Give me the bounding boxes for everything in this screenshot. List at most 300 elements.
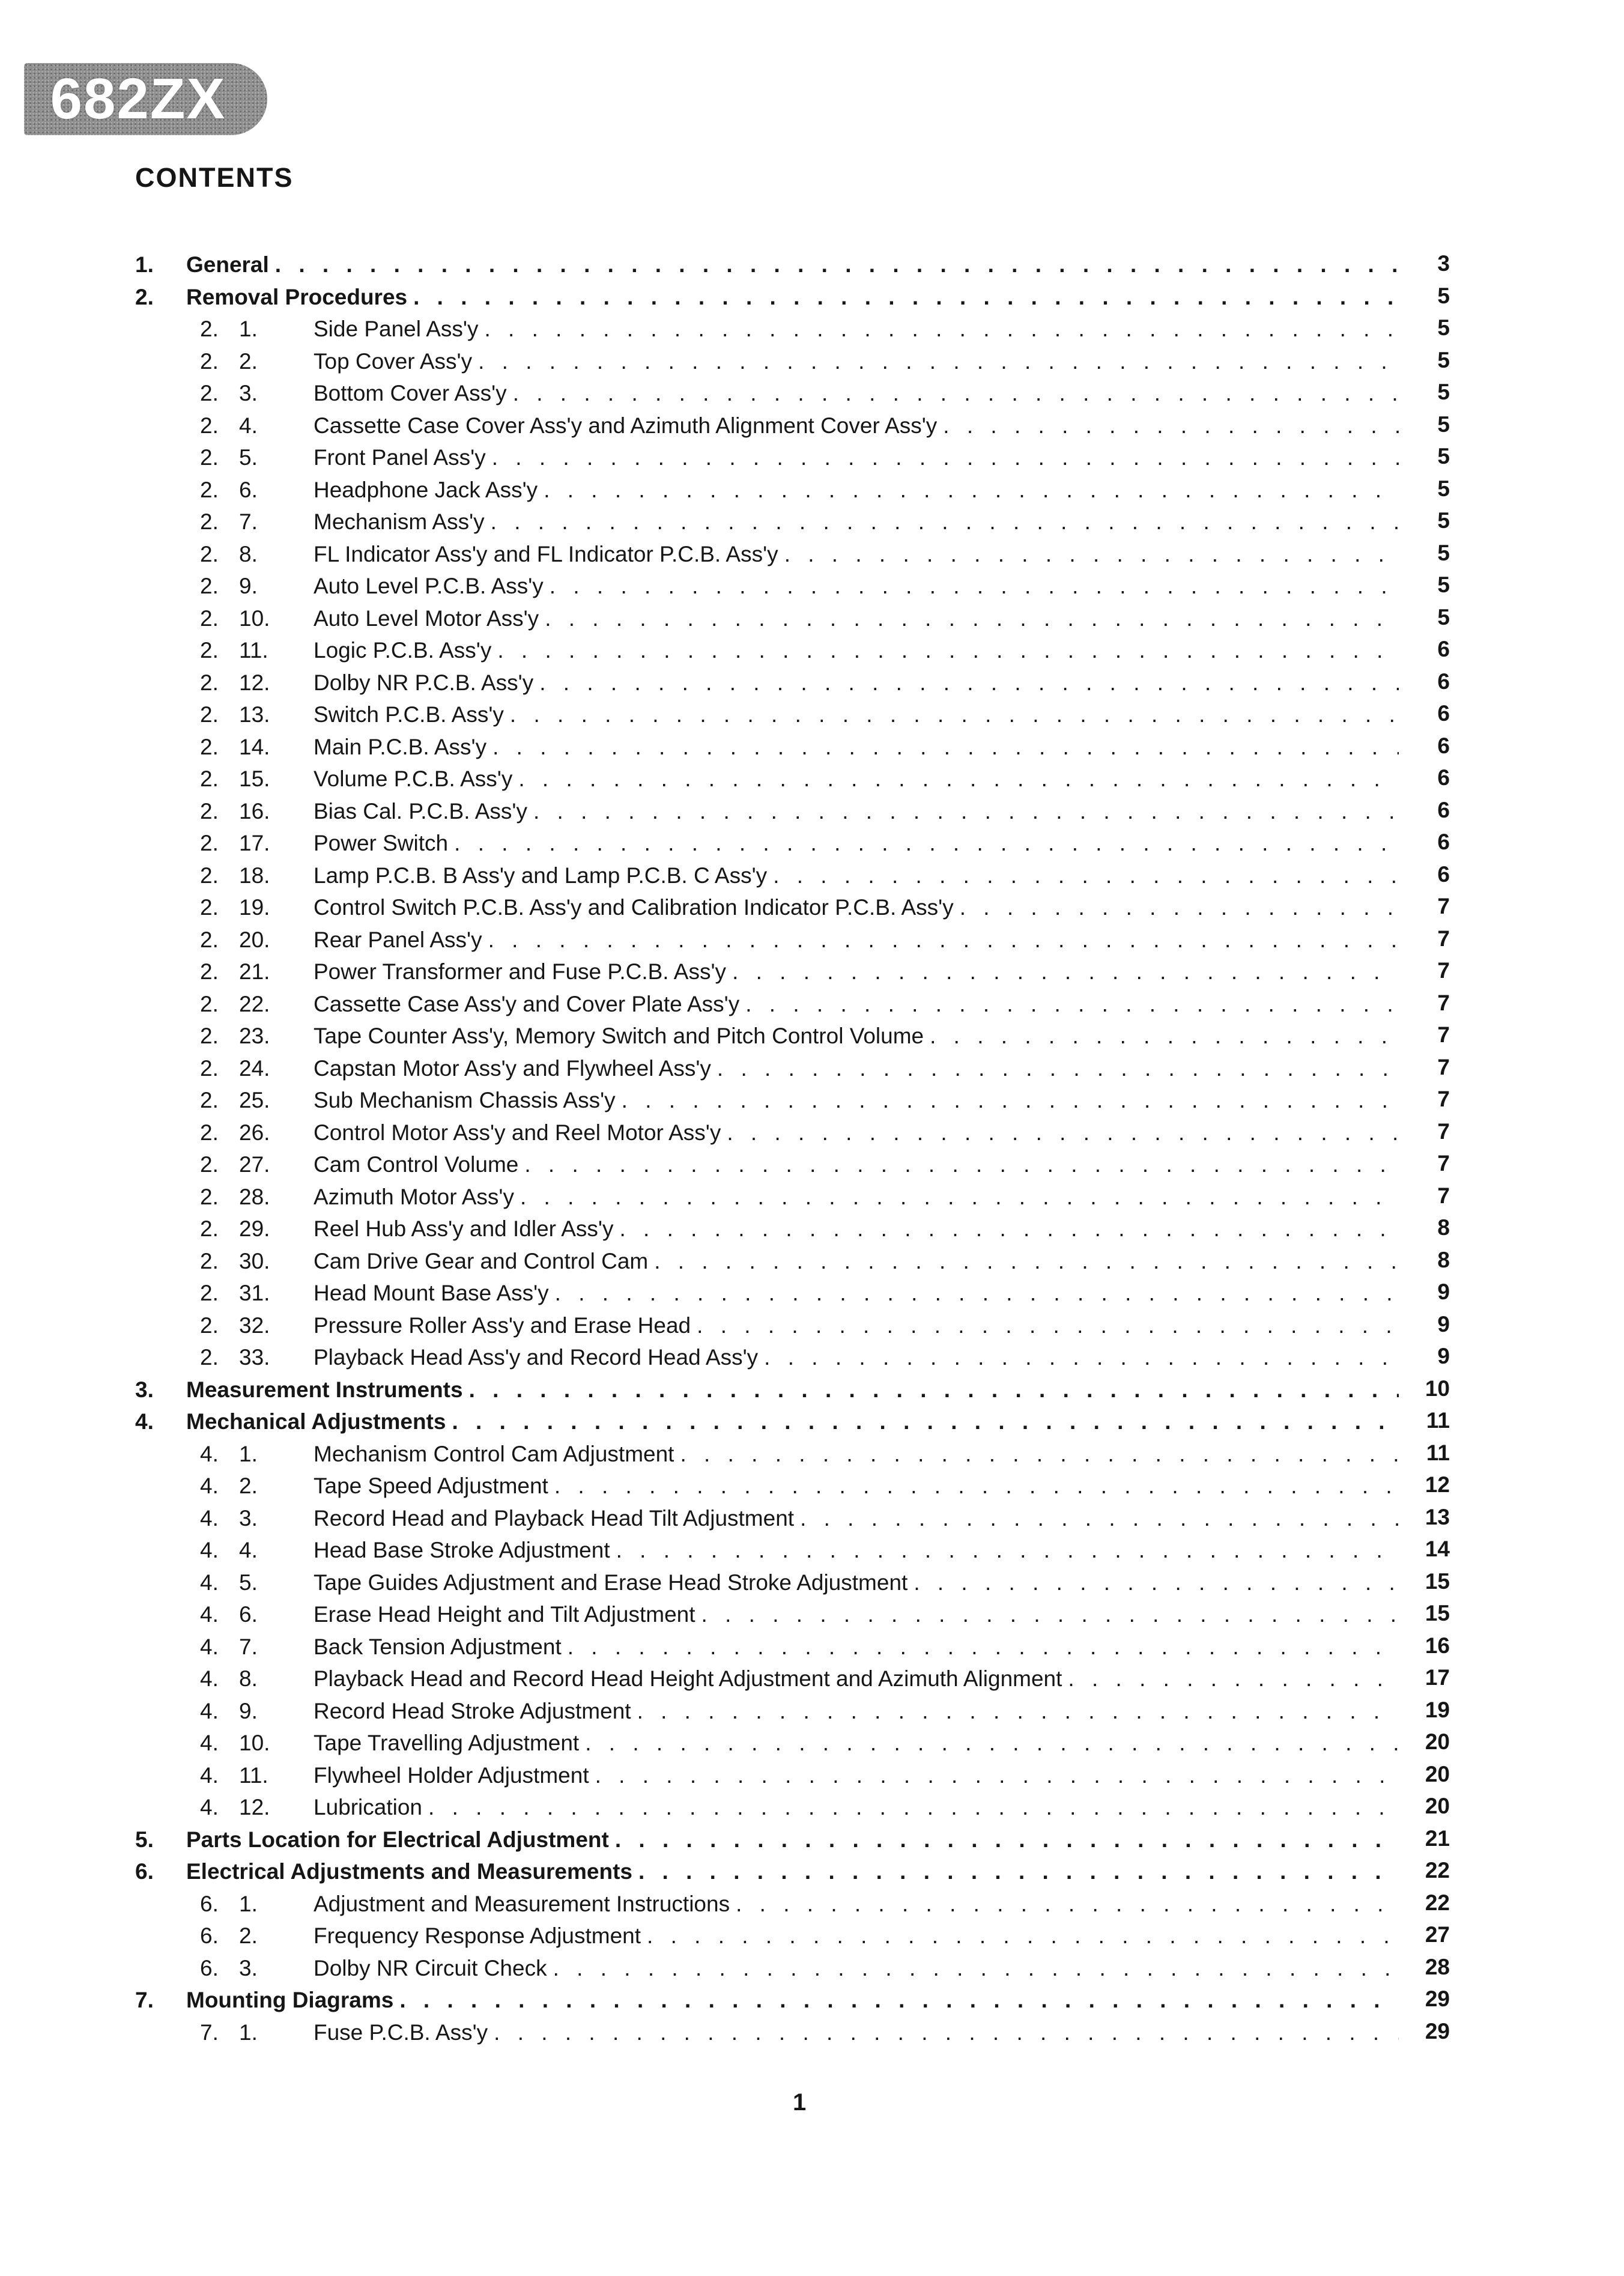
toc-subsection-number: 3.	[239, 1955, 258, 1980]
dot-leader	[539, 670, 1399, 696]
toc-section-number: 2.	[200, 413, 219, 438]
toc-title: Reel Hub Ass'y and Idler Ass'y	[314, 1216, 614, 1241]
toc-title-line	[314, 381, 1399, 406]
toc-title: Main P.C.B. Ass'y	[314, 734, 487, 759]
dot-leader	[520, 1185, 1399, 1210]
toc-section	[0, 1856, 1624, 1889]
toc-page-number: 7	[1437, 926, 1450, 951]
toc-section-number: 2.	[200, 381, 219, 405]
toc-subsection	[0, 1117, 1624, 1150]
toc-title-line	[314, 992, 1399, 1017]
toc-subsection-number: 1.	[239, 2020, 258, 2045]
toc-subsection-number: 5.	[239, 445, 258, 470]
dot-leader	[428, 1795, 1399, 1820]
dot-leader	[545, 606, 1399, 631]
dot-leader	[697, 1313, 1399, 1338]
toc-subsection	[0, 410, 1624, 443]
toc-section-number: 4.	[200, 1795, 219, 1819]
toc-page-number: 5	[1437, 411, 1450, 437]
toc-page-number: 15	[1425, 1568, 1450, 1594]
toc-section-number: 2.	[200, 477, 219, 502]
toc-title: Pressure Roller Ass'y and Erase Head	[314, 1312, 691, 1338]
toc-section-number: 2.	[200, 348, 219, 374]
toc-subsection	[0, 956, 1624, 989]
toc-section-number: 2.	[200, 1216, 219, 1241]
dot-leader	[413, 285, 1399, 310]
toc-section	[0, 1824, 1624, 1857]
toc-title: Tape Guides Adjustment and Erase Head Stroke Adjustment	[314, 1570, 908, 1595]
toc-section-number: 2.	[200, 1345, 219, 1370]
toc-section-number: 7.	[200, 2020, 219, 2045]
toc-title-line	[314, 606, 1399, 631]
toc-title: Dolby NR P.C.B. Ass'y	[314, 670, 534, 695]
dot-leader	[680, 1442, 1399, 1467]
toc-subsection	[0, 539, 1624, 571]
dot-leader	[773, 863, 1399, 888]
toc-subsection-number: 17.	[239, 831, 270, 855]
toc-section-number: 2.	[200, 509, 219, 534]
toc-title-line	[314, 1249, 1399, 1274]
toc-page-number: 29	[1425, 2018, 1450, 2044]
toc-subsection-number: 29.	[239, 1216, 270, 1241]
toc-page-number: 6	[1437, 637, 1450, 661]
toc-title-line	[314, 509, 1399, 535]
toc-title: Head Base Stroke Adjustment	[314, 1538, 610, 1562]
page-number: 1	[793, 2089, 807, 2116]
toc-section-number: 2.	[200, 445, 219, 470]
dot-leader	[717, 1056, 1399, 1081]
dot-leader	[513, 381, 1399, 406]
toc-title: Tape Speed Adjustment	[314, 1473, 548, 1498]
toc-section-number: 2.	[200, 1120, 219, 1145]
dot-leader	[1068, 1666, 1399, 1692]
toc-title: Mechanism Control Cam Adjustment	[314, 1441, 674, 1466]
toc-subsection	[0, 1213, 1624, 1246]
toc-title-line	[314, 478, 1399, 503]
toc-subsection-number: 31.	[239, 1281, 270, 1305]
toc-page-number: 21	[1425, 1825, 1450, 1851]
toc-subsection-number: 1.	[239, 1441, 258, 1466]
toc-page-number: 5	[1437, 380, 1450, 404]
dot-leader	[913, 1570, 1399, 1595]
toc-subsection-number: 16.	[239, 798, 270, 824]
toc-title-line	[314, 1442, 1399, 1467]
toc-subsection	[0, 892, 1624, 924]
toc-page-number: 5	[1437, 604, 1450, 630]
dot-leader	[554, 1473, 1399, 1499]
dot-leader	[595, 1763, 1399, 1788]
toc-section-number: 4.	[200, 1698, 219, 1723]
toc-title-line	[314, 702, 1399, 727]
toc-subsection-number: 13.	[239, 702, 270, 727]
dot-leader	[491, 509, 1399, 535]
dot-leader	[478, 349, 1399, 374]
dot-leader	[619, 1216, 1399, 1242]
toc-section-number: 2.	[200, 1281, 219, 1305]
toc-section-number: 2.	[200, 1184, 219, 1209]
toc-title: Cam Drive Gear and Control Cam	[314, 1248, 649, 1273]
toc-title-line	[314, 1763, 1399, 1788]
toc-page-number: 7	[1437, 1183, 1450, 1208]
dot-leader	[745, 992, 1399, 1017]
toc-page-number: 9	[1437, 1311, 1450, 1337]
toc-title-line	[314, 1185, 1399, 1210]
toc-section-number: 2.	[200, 991, 219, 1016]
dot-leader	[484, 317, 1399, 342]
toc-page-number: 5	[1437, 347, 1450, 372]
dot-leader	[637, 1699, 1399, 1724]
toc-title-line	[314, 1923, 1399, 1949]
toc-page-number: 11	[1426, 1408, 1450, 1433]
dot-leader	[518, 766, 1399, 792]
toc-page-number: 9	[1437, 1279, 1450, 1304]
toc-subsection	[0, 1278, 1624, 1310]
toc-section-number: 2.	[200, 1248, 219, 1273]
toc-page-number: 5	[1437, 540, 1450, 565]
toc-title: Lubrication	[314, 1795, 423, 1819]
toc-title: Rear Panel Ass'y	[314, 927, 482, 952]
toc-subsection	[0, 314, 1624, 346]
toc-page-number: 5	[1437, 476, 1450, 501]
toc-page-number: 13	[1425, 1504, 1450, 1529]
toc-subsection	[0, 1920, 1624, 1953]
toc-title-line	[314, 1731, 1399, 1756]
toc-title-line	[186, 1377, 1399, 1403]
toc-title-line	[314, 1088, 1399, 1113]
toc-title-line	[314, 1152, 1399, 1177]
dot-leader	[736, 1892, 1399, 1917]
toc-subsection	[0, 635, 1624, 667]
toc-subsection-number: 2.	[239, 1473, 258, 1498]
toc-title: Volume P.C.B. Ass'y	[314, 766, 513, 791]
toc-section-number: 2.	[200, 1312, 219, 1338]
toc-title-line	[314, 1313, 1399, 1338]
toc-subsection	[0, 475, 1624, 507]
toc-section	[0, 1985, 1624, 2017]
toc-subsection-number: 23.	[239, 1024, 270, 1048]
toc-page-number: 22	[1425, 1890, 1450, 1915]
toc-subsection	[0, 1696, 1624, 1728]
toc-section-number: 4.	[200, 1762, 219, 1788]
toc-subsection	[0, 2017, 1624, 2050]
toc-subsection-number: 27.	[239, 1152, 270, 1177]
toc-title: Playback Head and Record Head Height Adjustment and Azimuth Alignment	[314, 1666, 1062, 1691]
dot-leader	[469, 1377, 1399, 1403]
toc-title: Azimuth Motor Ass'y	[314, 1184, 514, 1209]
toc-title: Removal Procedures	[186, 284, 408, 309]
toc-page-number: 22	[1425, 1858, 1450, 1883]
toc-section-number: 4.	[200, 1538, 219, 1562]
toc-subsection	[0, 1889, 1624, 1921]
toc-subsection	[0, 603, 1624, 636]
toc-subsection	[0, 1021, 1624, 1053]
toc-title: FL Indicator Ass'y and FL Indicator P.C.B. Ass'y	[314, 541, 778, 566]
toc-title: Power Transformer and Fuse P.C.B. Ass'y	[314, 959, 727, 984]
toc-title: Logic P.C.B. Ass'y	[314, 638, 492, 663]
toc-subsection	[0, 1310, 1624, 1343]
toc-section-number: 2.	[200, 831, 219, 855]
toc-subsection	[0, 506, 1624, 539]
dot-leader	[510, 702, 1399, 727]
toc-section-number: 4.	[200, 1570, 219, 1595]
toc-subsection	[0, 378, 1624, 410]
toc-subsection-number: 28.	[239, 1184, 270, 1209]
toc-subsection-number: 7.	[239, 509, 258, 534]
toc-section	[0, 282, 1624, 314]
toc-subsection-number: 1.	[239, 1891, 258, 1916]
toc-subsection	[0, 828, 1624, 860]
toc-page-number: 16	[1425, 1633, 1450, 1658]
toc-subsection-number: 6.	[239, 1602, 258, 1627]
toc-subsection-number: 21.	[239, 959, 270, 984]
toc-title-line	[186, 1988, 1399, 2013]
toc-section-number: 4.	[200, 1473, 219, 1498]
toc-subsection	[0, 1342, 1624, 1374]
toc-page-number: 5	[1437, 572, 1450, 597]
toc-page-number: 8	[1437, 1215, 1450, 1240]
toc-subsection-number: 5.	[239, 1570, 258, 1595]
toc-title: Record Head and Playback Head Tilt Adjustment	[314, 1505, 795, 1531]
dot-leader	[555, 1281, 1399, 1306]
dot-leader	[497, 638, 1399, 663]
toc-title-line	[314, 959, 1399, 985]
toc-section-number: 2.	[200, 766, 219, 791]
toc-subsection	[0, 699, 1624, 732]
toc-subsection-number: 3.	[239, 381, 258, 405]
toc-title-line	[186, 285, 1399, 310]
toc-section-number: 4.	[200, 1731, 219, 1755]
toc-page-number: 6	[1437, 797, 1450, 822]
toc-page-number: 5	[1437, 283, 1450, 308]
toc-title-line	[314, 349, 1399, 374]
toc-subsection	[0, 860, 1624, 893]
toc-title-line	[314, 1602, 1399, 1627]
toc-title-line	[314, 895, 1399, 920]
toc-page-number: 27	[1425, 1922, 1450, 1947]
toc-page-number: 10	[1425, 1376, 1450, 1401]
dot-leader	[960, 895, 1399, 920]
dot-leader	[638, 1859, 1399, 1884]
toc-title-line	[186, 1409, 1399, 1434]
toc-subsection	[0, 1503, 1624, 1535]
toc-section-number: 2.	[200, 317, 219, 341]
model-badge	[24, 63, 267, 135]
dot-leader	[800, 1506, 1399, 1531]
toc-subsection-number: 10.	[239, 605, 270, 631]
toc-subsection-number: 15.	[239, 766, 270, 791]
toc-page-number: 14	[1425, 1537, 1450, 1561]
toc-title: Bottom Cover Ass'y	[314, 381, 507, 405]
toc-subsection-number: 2.	[239, 1923, 258, 1948]
toc-subsection	[0, 1760, 1624, 1792]
toc-title-line	[314, 799, 1399, 824]
toc-title: Control Switch P.C.B. Ass'y and Calibration Indicator P.C.B. Ass'y	[314, 895, 954, 920]
toc-title: Mounting Diagrams	[186, 1988, 394, 2012]
dot-leader	[533, 799, 1399, 824]
dot-leader	[524, 1152, 1399, 1177]
toc-subsection-number: 19.	[239, 895, 270, 920]
toc-title-line	[314, 638, 1399, 663]
toc-title: Side Panel Ass'y	[314, 317, 479, 341]
toc-subsection	[0, 763, 1624, 796]
toc-section-number: 2.	[200, 734, 219, 759]
toc-subsection	[0, 1053, 1624, 1085]
toc-page-number: 7	[1437, 1151, 1450, 1176]
toc-title-line	[314, 1892, 1399, 1917]
toc-section-number: 2.	[200, 927, 219, 952]
toc-title: Dolby NR Circuit Check	[314, 1955, 547, 1980]
toc-section-number: 6.	[200, 1891, 219, 1916]
toc-section-number: 2.	[200, 863, 219, 888]
toc-section-number: 7.	[135, 1988, 154, 2012]
dot-leader	[622, 1088, 1399, 1113]
toc-page-number: 8	[1437, 1247, 1450, 1272]
toc-subsection	[0, 1182, 1624, 1214]
table-of-contents	[0, 249, 1624, 2049]
toc-title: Sub Mechanism Chassis Ass'y	[314, 1088, 616, 1112]
toc-subsection-number: 30.	[239, 1248, 270, 1273]
toc-subsection-number: 2.	[239, 348, 258, 374]
toc-page-number: 6	[1437, 830, 1450, 854]
toc-section-number: 6.	[200, 1923, 219, 1948]
toc-title-line	[314, 927, 1399, 953]
toc-title: Record Head Stroke Adjustment	[314, 1698, 631, 1723]
dot-leader	[727, 1120, 1399, 1146]
toc-section-number: 4.	[200, 1666, 219, 1691]
toc-title-line	[186, 252, 1399, 278]
toc-section-number: 2.	[200, 895, 219, 920]
toc-subsection-number: 33.	[239, 1345, 270, 1370]
dot-leader	[615, 1827, 1399, 1853]
toc-subsection-number: 20.	[239, 927, 270, 952]
toc-title-line	[314, 670, 1399, 696]
toc-title: Bias Cal. P.C.B. Ass'y	[314, 798, 527, 824]
toc-page-number: 5	[1437, 444, 1450, 469]
toc-page-number: 6	[1437, 765, 1450, 790]
toc-page-number: 6	[1437, 861, 1450, 887]
toc-section-number: 2.	[200, 798, 219, 824]
toc-subsection	[0, 1728, 1624, 1760]
toc-title: General	[186, 252, 269, 277]
toc-subsection-number: 24.	[239, 1055, 270, 1081]
toc-subsection-number: 12.	[239, 1795, 270, 1819]
toc-title-line	[186, 1859, 1399, 1884]
toc-subsection-number: 4.	[239, 413, 258, 438]
toc-subsection-number: 1.	[239, 317, 258, 341]
toc-page-number: 20	[1425, 1729, 1450, 1754]
toc-page-number: 6	[1437, 701, 1450, 726]
toc-title-line	[314, 863, 1399, 888]
toc-subsection-number: 11.	[239, 1762, 268, 1788]
toc-subsection-number: 10.	[239, 1731, 270, 1755]
toc-title: Auto Level Motor Ass'y	[314, 605, 539, 631]
toc-title: Tape Counter Ass'y, Memory Switch and Pitch Control Volume	[314, 1024, 924, 1048]
toc-subsection	[0, 1439, 1624, 1471]
toc-title: Measurement Instruments	[186, 1377, 463, 1402]
toc-subsection-number: 9.	[239, 1698, 258, 1723]
toc-page-number: 17	[1425, 1665, 1450, 1690]
toc-title: Capstan Motor Ass'y and Flywheel Ass'y	[314, 1055, 711, 1081]
toc-subsection	[0, 1599, 1624, 1631]
toc-title: Auto Level P.C.B. Ass'y	[314, 574, 544, 598]
toc-title: Parts Location for Electrical Adjustment	[186, 1827, 609, 1852]
toc-subsection-number: 8.	[239, 1666, 258, 1691]
toc-subsection-number: 9.	[239, 574, 258, 598]
toc-section-number: 4.	[200, 1505, 219, 1531]
toc-title-line	[314, 1699, 1399, 1724]
dot-leader	[492, 445, 1399, 470]
dot-leader	[701, 1602, 1399, 1627]
dot-leader	[488, 927, 1399, 953]
toc-subsection-number: 14.	[239, 734, 270, 759]
dot-leader	[732, 959, 1399, 985]
toc-section-number: 2.	[200, 1152, 219, 1177]
toc-page-number: 7	[1437, 990, 1450, 1015]
toc-page-number: 20	[1425, 1761, 1450, 1786]
toc-subsection	[0, 1085, 1624, 1117]
toc-title: Switch P.C.B. Ass'y	[314, 702, 504, 727]
toc-section	[0, 1374, 1624, 1407]
dot-leader	[585, 1731, 1399, 1756]
toc-title: Cassette Case Cover Ass'y and Azimuth Alignment Cover Ass'y	[314, 413, 938, 438]
model-name: 682ZX	[50, 67, 226, 131]
toc-title: Top Cover Ass'y	[314, 348, 473, 374]
dot-leader	[553, 1956, 1399, 1981]
toc-section-number: 4.	[200, 1441, 219, 1466]
toc-subsection	[0, 1792, 1624, 1824]
toc-title: Control Motor Ass'y and Reel Motor Ass'y	[314, 1120, 721, 1145]
toc-subsection	[0, 1246, 1624, 1278]
toc-page-number: 15	[1425, 1601, 1450, 1625]
toc-title-line	[314, 766, 1399, 792]
toc-title: Power Switch	[314, 831, 449, 855]
dot-leader	[494, 2020, 1399, 2045]
toc-page-number: 12	[1425, 1472, 1450, 1497]
toc-subsection-number: 4.	[239, 1538, 258, 1562]
toc-subsection	[0, 1953, 1624, 1985]
toc-subsection-number: 7.	[239, 1634, 258, 1659]
toc-page-number: 9	[1437, 1344, 1450, 1368]
toc-title: Fuse P.C.B. Ass'y	[314, 2020, 488, 2045]
dot-leader	[275, 252, 1399, 278]
toc-section-number: 2.	[200, 638, 219, 663]
toc-section-number: 3.	[135, 1377, 154, 1402]
toc-subsection	[0, 442, 1624, 475]
dot-leader	[764, 1345, 1399, 1370]
toc-section-number: 1.	[135, 252, 154, 277]
toc-subsection	[0, 796, 1624, 828]
toc-title-line	[314, 735, 1399, 760]
toc-page-number: 7	[1437, 894, 1450, 918]
dot-leader	[550, 574, 1399, 599]
toc-subsection-number: 32.	[239, 1312, 270, 1338]
toc-title: Frequency Response Adjustment	[314, 1923, 641, 1948]
toc-subsection-number: 26.	[239, 1120, 270, 1145]
toc-title-line	[314, 1056, 1399, 1081]
toc-title-line	[314, 831, 1399, 856]
toc-section-number: 2.	[200, 670, 219, 695]
dot-leader	[492, 735, 1399, 760]
toc-title-line	[186, 1827, 1399, 1853]
toc-section-number: 6.	[135, 1859, 154, 1884]
toc-section-number: 2.	[200, 605, 219, 631]
dot-leader	[544, 478, 1399, 503]
toc-title: Mechanical Adjustments	[186, 1409, 446, 1434]
toc-subsection	[0, 1663, 1624, 1696]
toc-title-line	[314, 445, 1399, 470]
toc-title: Playback Head Ass'y and Record Head Ass'y	[314, 1345, 759, 1370]
toc-title-line	[314, 2020, 1399, 2045]
